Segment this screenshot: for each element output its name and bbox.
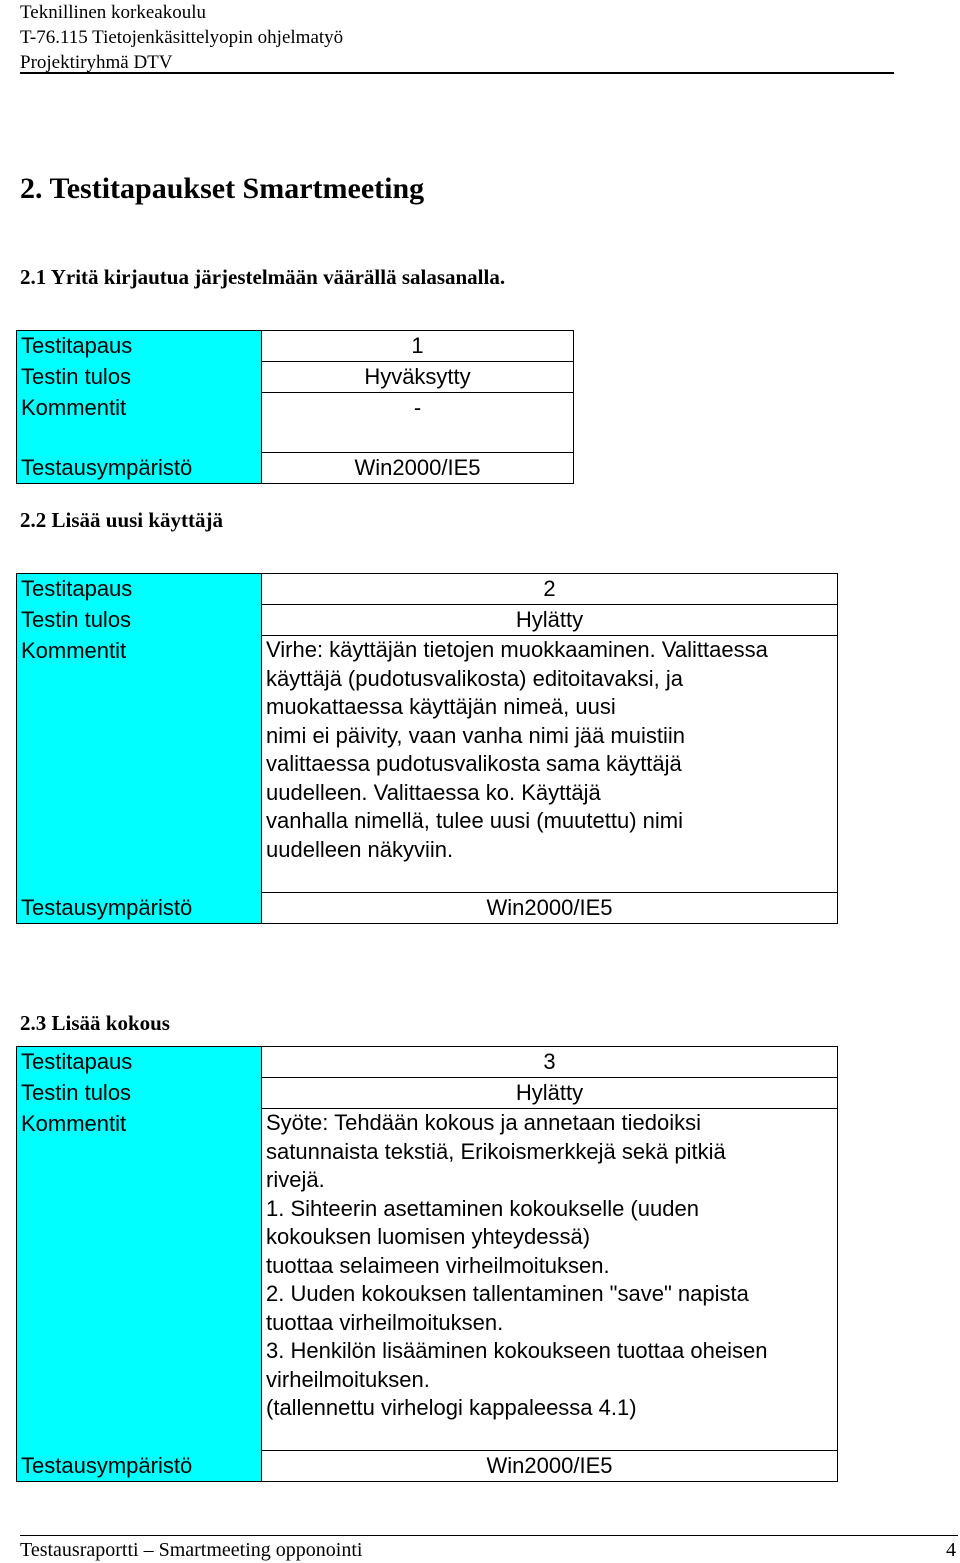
comment-line: Syöte: Tehdään kokous ja annetaan tiedoiksi <box>266 1110 702 1135</box>
comment-line: käyttäjä (pudotusvalikosta) editoitavaksi, ja <box>266 665 683 691</box>
table-row <box>17 1047 838 1078</box>
footer-title: Testausraportti – Smartmeeting opponointi <box>20 1539 363 1561</box>
label-environment: Testausympäristö <box>17 893 262 924</box>
label-result: Testin tulos <box>17 1078 262 1109</box>
case-number: 3 <box>262 1047 838 1078</box>
comment-line: tuottaa selaimeen virheilmoituksen. <box>266 1252 610 1278</box>
comment-line: vanhalla nimellä, tulee uusi (muutettu) nimi <box>266 808 683 833</box>
test-case-table-1 <box>16 330 574 484</box>
label-comments: Kommentit <box>17 393 262 453</box>
table-row <box>17 605 838 636</box>
label-comments: Kommentit <box>17 636 262 893</box>
page-number: 4 <box>946 1539 956 1561</box>
case-comment <box>262 636 838 893</box>
case-comment: - <box>262 393 574 453</box>
table-row <box>17 1109 838 1451</box>
comment-line: nimi ei päivity, vaan vanha nimi jää muistiin <box>266 722 685 748</box>
header-group: Projektiryhmä DTV <box>20 52 173 73</box>
table-row <box>17 893 838 924</box>
label-case: Testitapaus <box>17 1047 262 1078</box>
case-comment <box>262 1109 838 1451</box>
case-environment: Win2000/IE5 <box>262 1451 838 1482</box>
comment-line: tuottaa virheilmoituksen. <box>266 1309 504 1335</box>
comment-line: satunnaista tekstiä, Erikoismerkkejä sekä pitkiä <box>266 1138 726 1164</box>
case-result: Hyväksytty <box>262 362 574 393</box>
table-row <box>17 574 838 605</box>
comment-line: valittaessa pudotusvalikosta sama käyttäjä <box>266 751 682 776</box>
comment-line: (tallennettu virhelogi kappaleessa 4.1) <box>266 1395 637 1420</box>
header-course: T-76.115 Tietojenkäsittelyopin ohjelmatyö <box>20 27 344 48</box>
comment-line: rivejä. <box>266 1167 325 1192</box>
case-result: Hylätty <box>262 605 838 636</box>
table-row <box>17 636 838 893</box>
label-result: Testin tulos <box>17 605 262 636</box>
table-row <box>17 453 574 484</box>
comment-line: virheilmoituksen. <box>266 1366 430 1392</box>
case-environment: Win2000/IE5 <box>262 453 574 484</box>
case-environment: Win2000/IE5 <box>262 893 838 924</box>
table-row <box>17 1451 838 1482</box>
test-case-table-2 <box>16 573 838 924</box>
label-comments: Kommentit <box>17 1109 262 1451</box>
section-heading-2-3: 2.3 Lisää kokous <box>20 1011 170 1035</box>
comment-line: muokattaessa käyttäjän nimeä, uusi <box>266 694 616 719</box>
comment-line: kokouksen luomisen yhteydessä) <box>266 1224 591 1249</box>
comment-line: 3. Henkilön lisääminen kokoukseen tuottaa oheisen <box>266 1338 768 1363</box>
comment-line: Virhe: käyttäjän tietojen muokkaaminen. Valittaessa <box>266 637 768 662</box>
label-case: Testitapaus <box>17 331 262 362</box>
case-number: 2 <box>262 574 838 605</box>
footer-rule <box>20 1535 958 1536</box>
table-row <box>17 362 574 393</box>
case-number: 1 <box>262 331 574 362</box>
label-result: Testin tulos <box>17 362 262 393</box>
comment-line: 1. Sihteerin asettaminen kokoukselle (uuden <box>266 1195 699 1221</box>
header-rule <box>20 72 894 74</box>
label-environment: Testausympäristö <box>17 453 262 484</box>
table-row <box>17 393 574 453</box>
test-case-table-3 <box>16 1046 838 1482</box>
page-title: 2. Testitapaukset Smartmeeting <box>20 172 425 205</box>
label-environment: Testausympäristö <box>17 1451 262 1482</box>
section-heading-2-1: 2.1 Yritä kirjautua järjestelmään väärällä salasanalla. <box>20 265 506 289</box>
page-header <box>20 0 894 75</box>
comment-line: uudelleen näkyviin. <box>266 836 454 862</box>
case-result: Hylätty <box>262 1078 838 1109</box>
label-case: Testitapaus <box>17 574 262 605</box>
header-university: Teknillinen korkeakoulu <box>20 2 206 23</box>
table-row <box>17 1078 838 1109</box>
comment-line: uudelleen. Valittaessa ko. Käyttäjä <box>266 779 601 805</box>
comment-line: 2. Uuden kokouksen tallentaminen "save" napista <box>266 1281 749 1306</box>
table-row <box>17 331 574 362</box>
section-heading-2-2: 2.2 Lisää uusi käyttäjä <box>20 508 224 532</box>
